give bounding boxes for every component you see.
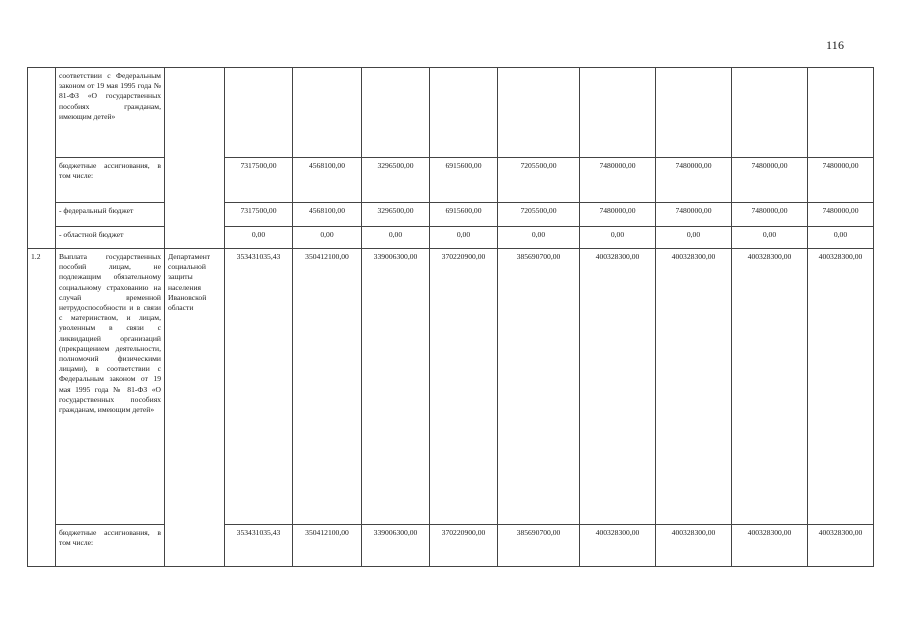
value-cell: 339006300,00 [362, 525, 430, 567]
row-description: - областной бюджет [56, 227, 165, 249]
row-description: - федеральный бюджет [56, 203, 165, 227]
value-cell [293, 68, 362, 158]
value-cell: 4568100,00 [293, 203, 362, 227]
value-cell: 400328300,00 [808, 525, 874, 567]
value-cell: 7480000,00 [808, 203, 874, 227]
value-cell [430, 68, 498, 158]
page-number: 116 [826, 38, 845, 52]
table-row [28, 249, 874, 525]
value-cell: 7480000,00 [580, 203, 656, 227]
value-cell: 0,00 [732, 227, 808, 249]
value-cell [580, 68, 656, 158]
value-cell: 0,00 [580, 227, 656, 249]
value-cell [362, 68, 430, 158]
table-row [28, 227, 874, 249]
value-cell: 3296500,00 [362, 203, 430, 227]
value-cell: 370220900,00 [430, 525, 498, 567]
value-cell: 400328300,00 [808, 249, 874, 525]
value-cell: 370220900,00 [430, 249, 498, 525]
value-cell: 3296500,00 [362, 158, 430, 203]
value-cell: 0,00 [293, 227, 362, 249]
value-cell: 7205500,00 [498, 158, 580, 203]
value-cell: 7480000,00 [732, 203, 808, 227]
value-cell: 350412100,00 [293, 525, 362, 567]
table-row [28, 158, 874, 203]
value-cell: 353431035,43 [225, 525, 293, 567]
value-cell [656, 68, 732, 158]
value-cell: 0,00 [808, 227, 874, 249]
value-cell: 7480000,00 [656, 158, 732, 203]
budget-table [27, 67, 874, 567]
value-cell: 6915600,00 [430, 158, 498, 203]
value-cell: 7317500,00 [225, 158, 293, 203]
value-cell [225, 68, 293, 158]
row-code-cell [28, 68, 56, 249]
value-cell [498, 68, 580, 158]
value-cell: 400328300,00 [656, 249, 732, 525]
value-cell [808, 68, 874, 158]
value-cell: 0,00 [362, 227, 430, 249]
row-code-cell: 1.2 [28, 249, 56, 567]
value-cell: 400328300,00 [732, 249, 808, 525]
value-cell: 4568100,00 [293, 158, 362, 203]
value-cell: 400328300,00 [580, 249, 656, 525]
table-row [28, 68, 874, 158]
row-executor: Департамент социальной защиты населения Ивановской области [165, 249, 225, 567]
row-description: соответствии с Федеральным законом от 19 мая 1995 года № 81-ФЗ «О государственных пособиях гражданам, имеющим детей» [56, 68, 165, 158]
value-cell: 0,00 [498, 227, 580, 249]
value-cell: 385690700,00 [498, 249, 580, 525]
value-cell: 7480000,00 [580, 158, 656, 203]
value-cell: 7480000,00 [808, 158, 874, 203]
row-description: бюджетные ассигнования, в том числе: [56, 158, 165, 203]
table-row [28, 203, 874, 227]
value-cell: 385690700,00 [498, 525, 580, 567]
value-cell: 0,00 [225, 227, 293, 249]
value-cell: 7317500,00 [225, 203, 293, 227]
value-cell: 7480000,00 [732, 158, 808, 203]
value-cell [732, 68, 808, 158]
value-cell: 353431035,43 [225, 249, 293, 525]
value-cell: 6915600,00 [430, 203, 498, 227]
row-description: Выплата государственных пособий лицам, не подлежащим обязательному социальному страхованию на случай временной нетрудоспособности и в связи с материнством, и лицам, уволенным в связи с ликвидацией организаций (прекращением деятельности, полномочий физическими лицами), в соответствии с Федеральным законом от 19 мая 1995 года № 81-ФЗ «О государственных пособиях гражданам, имеющим детей» [56, 249, 165, 525]
value-cell: 0,00 [656, 227, 732, 249]
value-cell: 400328300,00 [732, 525, 808, 567]
value-cell: 0,00 [430, 227, 498, 249]
row-executor [165, 68, 225, 249]
value-cell: 350412100,00 [293, 249, 362, 525]
value-cell: 7480000,00 [656, 203, 732, 227]
row-description: бюджетные ассигнования, в том числе: [56, 525, 165, 567]
value-cell: 400328300,00 [656, 525, 732, 567]
value-cell: 400328300,00 [580, 525, 656, 567]
value-cell: 7205500,00 [498, 203, 580, 227]
value-cell: 339006300,00 [362, 249, 430, 525]
table-row [28, 525, 874, 567]
